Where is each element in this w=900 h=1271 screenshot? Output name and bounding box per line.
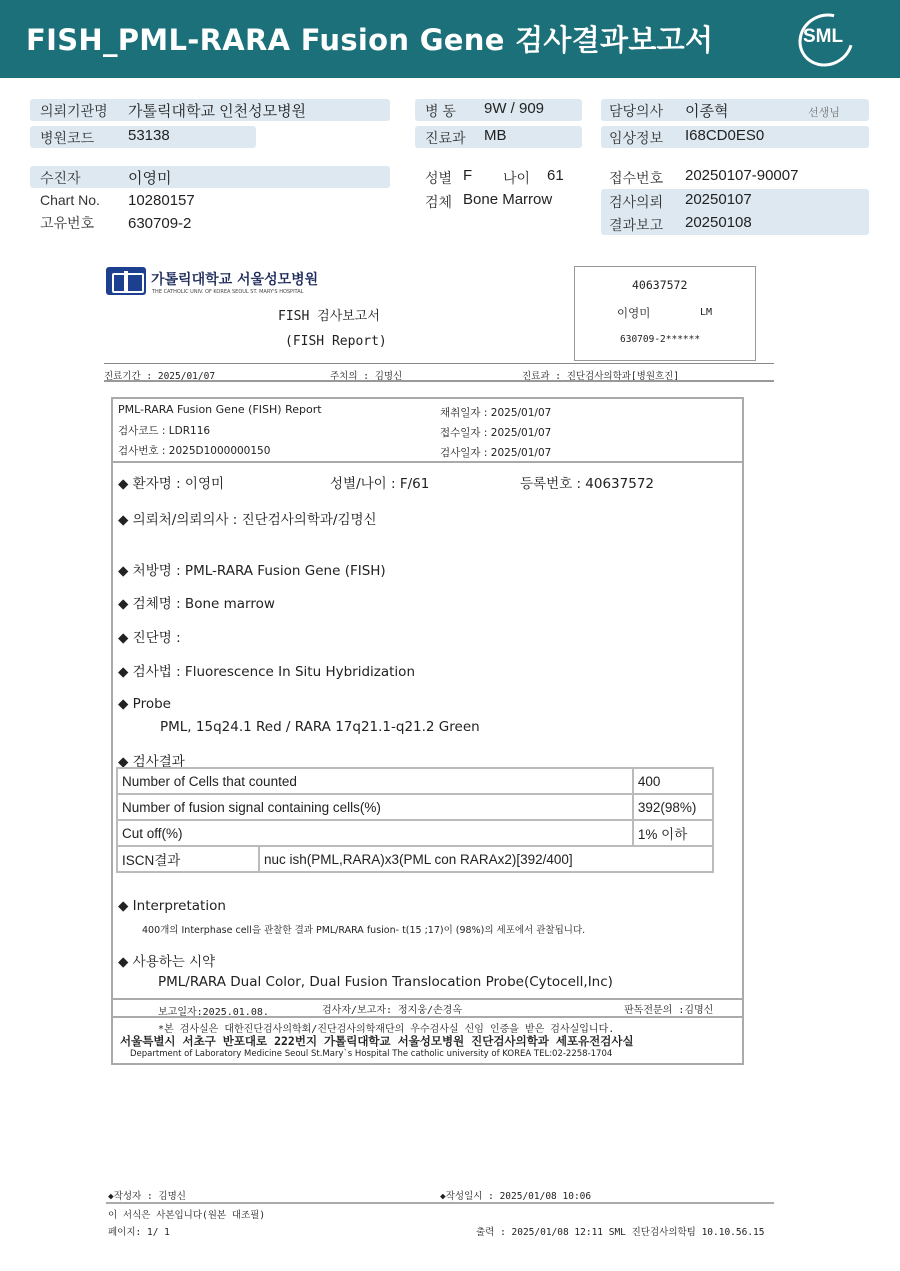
footer-written: ◆작성일시 : 2025/01/08 10:06 [440,1191,592,1202]
hospital-logo-icon [106,267,146,295]
hospital-name: 가톨릭대학교 서울성모병원 [151,272,319,288]
institution-label: 의뢰기관명 [40,103,108,119]
period: 진료기간 : 2025/01/07 [104,371,216,382]
method-line: ◆ 검사법 : Fluorescence In Situ Hybridization [118,664,415,680]
patient-bar [30,166,390,188]
patient-label: 수진자 [40,170,81,186]
tester: 검사자/보고자: 정지웅/손경옥 [322,1005,463,1016]
divider [111,1016,744,1018]
sml-logo-text: SML [803,26,844,47]
hospital-code-label: 병원코드 [40,130,95,146]
iscn-value: nuc ish(PML,RARA)x3(PML con RARAx2)[392/400] [259,846,713,872]
divider [104,380,774,382]
address: 서울특별시 서초구 반포대로 222번지 가톨릭대학교 서울성모병원 진단검사의학과 세포유전검사실 [120,1034,634,1048]
report-doc-subtitle: (FISH Report) [285,334,387,349]
received-date: 접수일자 : 2025/01/07 [440,427,552,439]
collected-date: 채취일자 : 2025/01/07 [440,407,552,419]
result-value: 1% 이하 [633,820,713,846]
test-code: 검사코드 : LDR116 [118,425,211,437]
divider [104,363,774,364]
interpretation-text: 400개의 Interphase cell을 관찰한 결과 PML/RARA fusion- t(15 ;17)이 (98%)의 세포에서 관찰됩니다. [142,925,586,936]
result-label: Number of Cells that counted [117,768,633,794]
receipt-value: 20250107-90007 [685,167,799,184]
clinical-value: I68CD0ES0 [685,127,765,144]
result-label: Cut off(%) [117,820,633,846]
request-value: 20250107 [685,191,752,208]
table-row [117,768,713,794]
reader: 판독전문의 :김명신 [624,1005,714,1016]
probe-line: ◆ Probe [118,696,171,712]
result-value: 392(98%) [633,794,713,820]
results-table [116,767,714,873]
footer-copy-note: 이 서식은 사본입니다(원본 대조필) [108,1210,266,1221]
dept-value: MB [484,127,507,144]
patient-line: ◆ 환자명 : 이영미 [118,476,225,492]
id-box-name: 이영미 [617,306,651,320]
attending: 주치의 : 김명신 [330,371,403,382]
dept-label: 진료과 [425,130,466,146]
sexage-line: 성별/나이 : F/61 [330,476,430,492]
table-row [117,820,713,846]
divider [106,1202,774,1204]
footer-printed: 출력 : 2025/01/08 12:11 SML 진단검사의학팀 10.10.56.15 [476,1227,765,1238]
report-value: 20250108 [685,214,752,231]
request-label: 검사의뢰 [609,194,664,210]
result-line: ◆ 검사결과 [118,754,185,770]
patient-value: 이영미 [128,170,172,187]
doctor-suffix: 선생님 [808,106,840,119]
report-label: 결과보고 [609,217,664,233]
divider [111,998,744,1000]
receipt-label: 접수번호 [609,170,664,186]
test-no: 검사번호 : 2025D1000000150 [118,445,271,457]
doctor-value: 이종혁 [685,103,729,120]
table-row [117,794,713,820]
diagnosis-line: ◆ 진단명 : [118,630,181,646]
page-title: FISH_PML-RARA Fusion Gene 검사결과보고서 [26,23,714,57]
sex-label: 성별 [425,170,453,186]
specimen-label: 검체 [425,194,453,210]
result-value: 400 [633,768,713,794]
specimen-line: ◆ 검체명 : Bone marrow [118,596,275,612]
address-en: Department of Laboratory Medicine Seoul St.Mary`s Hospital The catholic university of KOREA TEL:02-2258-1704 [130,1049,613,1059]
tested-date: 검사일자 : 2025/01/07 [440,447,552,459]
reagent-line: ◆ 사용하는 시약 [118,954,216,970]
chart-value: 10280157 [128,192,195,209]
id-box-reg: 40637572 [632,278,688,292]
doctor-label: 담당의사 [609,103,664,119]
regno-line: 등록번호 : 40637572 [520,476,655,492]
referrer-line: ◆ 의뢰처/의뢰의사 : 진단검사의학과/김명신 [118,512,377,528]
hospital-name-en: THE CATHOLIC UNIV. OF KOREA SEOUL ST. MARY'S HOSPITAL [152,289,304,295]
hospital-code-value: 53138 [128,127,170,144]
uid-value: 630709-2 [128,215,192,232]
report-dept: 진료과 : 진단검사의학과[병원흐진] [522,371,680,382]
ward-label: 병 동 [425,103,456,119]
reagent-text: PML/RARA Dual Color, Dual Fusion Translocation Probe(Cytocell,Inc) [158,974,613,990]
id-box-code: LM [700,307,713,318]
sml-logo [796,12,854,64]
specimen-value: Bone Marrow [463,191,553,208]
test-name: PML-RARA Fusion Gene (FISH) Report [118,403,322,416]
uid-label: 고유번호 [40,215,95,231]
report-date: 보고일자:2025.01.08. [158,1007,269,1018]
age-value: 61 [547,167,564,184]
divider [111,461,744,463]
footer-page: 페이지: 1/ 1 [108,1227,170,1238]
iscn-label: ISCN결과 [117,846,259,872]
table-row [117,846,713,872]
institution-value: 가톨릭대학교 인천성모병원 [128,103,307,120]
sex-value: F [463,167,473,184]
interpretation-line: ◆ Interpretation [118,898,226,914]
footer-author: ◆작성자 : 김명신 [108,1191,186,1202]
result-label: Number of fusion signal containing cells(%) [117,794,633,820]
probe-detail: PML, 15q24.1 Red / RARA 17q21.1-q21.2 Green [160,719,480,735]
report-doc-title: FISH 검사보고서 [278,309,380,324]
age-label: 나이 [503,170,531,186]
chart-label: Chart No. [40,192,100,208]
id-box-rrn: 630709-2****** [620,334,701,345]
clinical-label: 임상정보 [609,130,664,146]
order-line: ◆ 처방명 : PML-RARA Fusion Gene (FISH) [118,563,386,579]
ward-value: 9W / 909 [484,100,545,117]
cert-note: *본 검사실은 대한진단검사의학회/진단검사의학재단의 우수검사실 신임 인증을 받은 검사실입니다. [158,1024,615,1035]
